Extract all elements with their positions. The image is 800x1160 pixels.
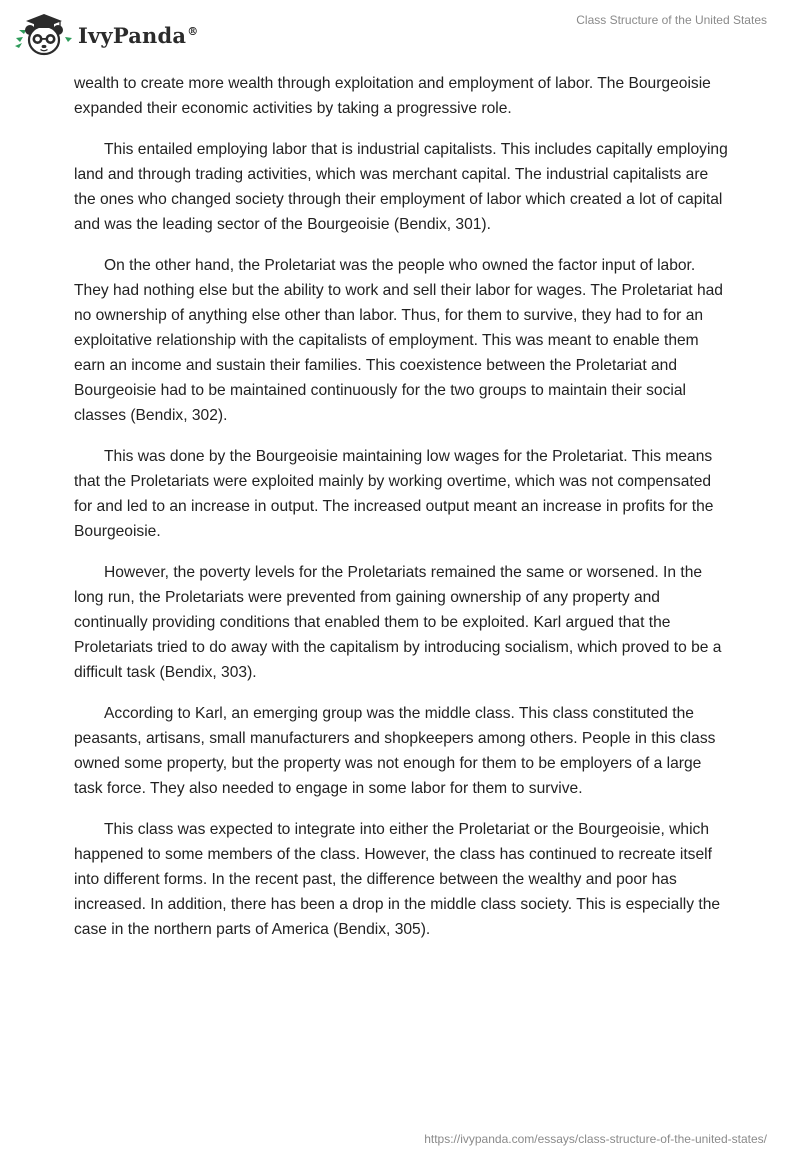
registered-mark: ® [187,24,199,38]
source-url[interactable]: https://ivypanda.com/essays/class-structure-of-the-united-states/ [424,1132,767,1146]
document-title: Class Structure of the United States [576,13,767,27]
paragraph: On the other hand, the Proletariat was the people who owned the factor input of labor. They had nothing else but the ability to work and sell their labor for wages. The Proletariat had no ownership of anything else other than labor. Thus, for them to survive, they had to for an exploitative relationship with the capitalists of employment. This was meant to enable them earn an income and sustain their families. This coexistence between the Proletariat and Bourgeoisie had to be maintained continuously for the two groups to maintain their social classes (Bendix, 302). [74,257,723,424]
brand-name: IvyPanda® [78,22,199,48]
paragraph: This was done by the Bourgeoisie maintaining low wages for the Proletariat. This means that the Proletariats were exploited mainly by working overtime, which was not compensated for and led to an increase in output. The increased output meant an increase in profits for the Bourgeoisie. [74,448,714,540]
panda-graduation-cap-icon [14,8,74,58]
brand-logo[interactable] [14,8,198,58]
paragraph: According to Karl, an emerging group was the middle class. This class constituted the peasants, artisans, small manufacturers and shopkeepers among others. People in this class owned some property, but the property was not enough for them to be employers of a large task force. They also needed to engage in some labor for them to survive. [74,705,716,797]
paragraph: However, the poverty levels for the Proletariats remained the same or worsened. In the long run, the Proletariats were prevented from gaining ownership of any property and continually providing conditions that enabled them to be exploited. Karl argued that the Proletariats tried to do away with the capitalism by introducing socialism, which proved to be a difficult task (Bendix, 303). [74,564,722,681]
essay-body [74,71,728,958]
paragraph: wealth to create more wealth through exploitation and employment of labor. The Bourgeoisie expanded their economic activities by taking a progressive role. [74,75,711,117]
paragraph: This entailed employing labor that is industrial capitalists. This includes capitally employing land and through trading activities, which was merchant capital. The industrial capitalists are the ones who changed society through their employment of labor which created a lot of capital and was the leading sector of the Bourgeoisie (Bendix, 301). [74,141,728,233]
page-header [0,0,800,70]
paragraph: This class was expected to integrate into either the Proletariat or the Bourgeoisie, which happened to some members of the class. However, the class has continued to recreate itself into different forms. In the recent past, the difference between the wealthy and poor has increased. In addition, there has been a drop in the middle class society. This is especially the case in the northern parts of America (Bendix, 305). [74,821,721,938]
